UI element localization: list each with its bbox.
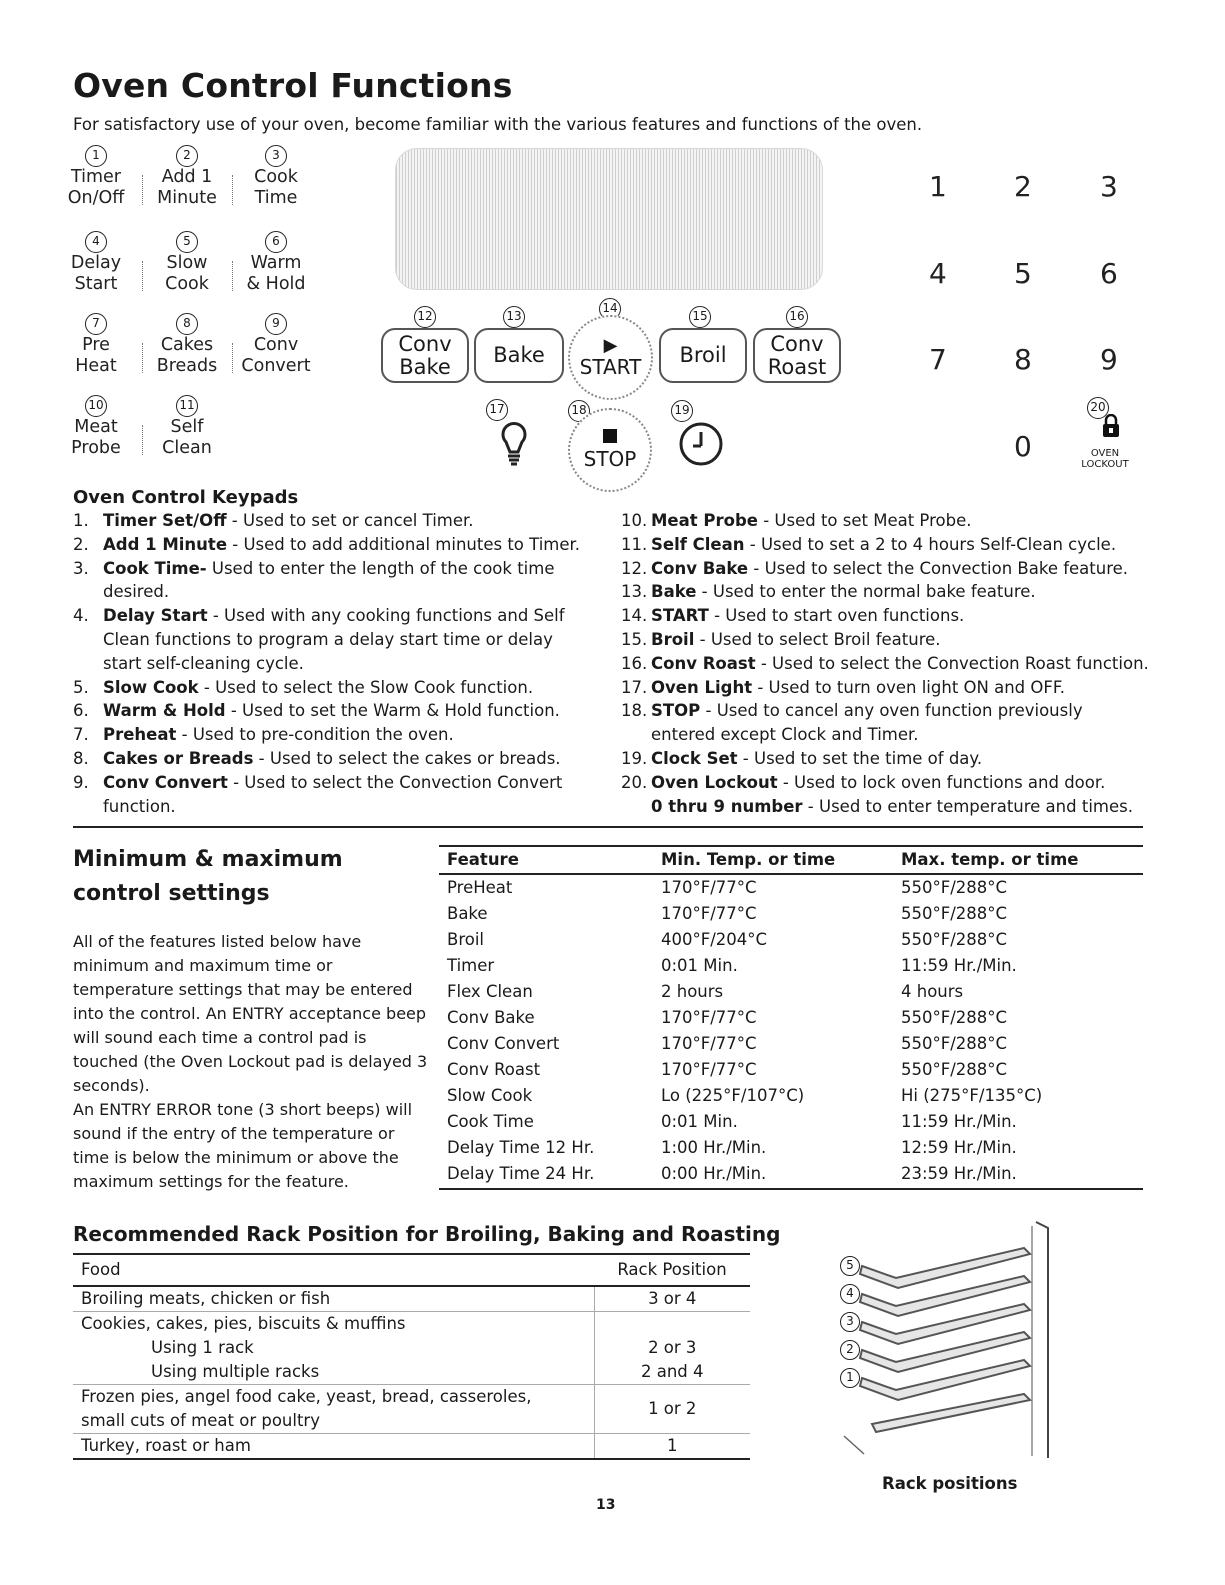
feature-description: - Used with any cooking functions and Self Clean functions to program a delay start time or delay start self-cleaning cycle. <box>103 606 570 673</box>
list-number: 8. <box>73 748 89 768</box>
key-number-badge: 8 <box>176 313 198 335</box>
button-label: STOP <box>583 447 637 471</box>
lock-icon <box>1101 414 1121 438</box>
table-cell: Broiling meats, chicken or fish <box>81 1289 331 1308</box>
button-label: Warm <box>250 253 302 273</box>
table-row <box>439 1056 1143 1082</box>
feature-name: Meat Probe <box>651 511 758 530</box>
feature-description: - Used to enter the normal bake feature. <box>696 582 1036 602</box>
table-row <box>439 900 1143 926</box>
button-label: Convert <box>241 356 311 376</box>
table-row <box>439 952 1143 978</box>
list-text <box>651 747 982 771</box>
list-text <box>103 533 580 557</box>
list-text <box>103 723 454 747</box>
list-item <box>621 676 1151 700</box>
button-label: START <box>579 354 642 379</box>
feature-name: Delay Start <box>103 606 208 626</box>
oven-display <box>395 148 823 290</box>
minmax-table <box>439 847 1143 1186</box>
table-cell <box>73 1385 594 1434</box>
feature-description: - Used to pre-condition the oven. <box>176 725 454 745</box>
clock-set-button[interactable] <box>677 420 725 468</box>
table-row <box>439 978 1143 1004</box>
page-number: 13 <box>596 1497 616 1513</box>
keypad-button[interactable] <box>231 335 321 377</box>
feature-description: - Used to select the Convection Convert function. <box>103 772 568 816</box>
key-number-badge: 11 <box>176 395 198 417</box>
button-label: Heat <box>75 356 117 376</box>
list-item <box>621 580 1151 604</box>
rack-position-label: 4 <box>840 1284 860 1304</box>
list-item <box>73 604 593 675</box>
list-number: 5. <box>73 677 89 697</box>
list-text <box>651 580 1036 604</box>
button-label: Pre <box>82 335 110 355</box>
clock-icon <box>677 420 725 468</box>
key-number-badge: 6 <box>265 231 287 253</box>
list-text <box>103 676 533 700</box>
list-text <box>103 699 560 723</box>
key-number-badge: 13 <box>503 306 525 328</box>
table-row <box>439 1108 1143 1134</box>
cell-line: small cuts of meat or poultry <box>81 1411 320 1430</box>
table-row <box>73 1360 750 1385</box>
list-number: 7. <box>73 725 89 745</box>
list-text <box>103 509 474 533</box>
list-number: 2. <box>73 534 89 554</box>
list-number: 12. <box>621 558 648 578</box>
table-cell: 170°F/77°C <box>661 1059 757 1079</box>
list-number: 1. <box>73 511 89 530</box>
list-text <box>651 509 971 533</box>
key-number-badge: 17 <box>486 399 508 421</box>
table-row <box>439 1030 1143 1056</box>
feature-description: - Used to start oven functions. <box>708 606 965 626</box>
list-text <box>651 604 964 628</box>
table-cell: 170°F/77°C <box>661 1033 757 1053</box>
button-label: Cakes <box>160 335 214 355</box>
bake-button[interactable]: Bake <box>474 328 564 383</box>
key-number-badge: 15 <box>689 306 711 328</box>
list-item <box>621 557 1151 581</box>
button-label: Delay <box>70 253 122 273</box>
table-cell: Broil <box>447 929 485 949</box>
key-number-badge: 7 <box>85 313 107 335</box>
table-row <box>73 1385 750 1434</box>
table-header: Max. temp. or time <box>901 850 1079 869</box>
keypad-button[interactable] <box>51 417 141 459</box>
feature-name: START <box>651 606 709 626</box>
feature-description: - Used to select the Slow Cook function. <box>198 677 534 697</box>
feature-description: - Used to add additional minutes to Timer. <box>227 534 581 554</box>
table-cell: Cook Time <box>447 1111 534 1131</box>
table-cell: 1:00 Hr./Min. <box>661 1137 767 1157</box>
table-cell: 1 <box>594 1434 750 1460</box>
table-row <box>439 1004 1143 1030</box>
feature-description: - Used to set the time of day. <box>737 748 983 768</box>
table-cell: 550°F/288°C <box>901 878 1008 897</box>
feature-name: Preheat <box>103 725 177 745</box>
table-cell: Conv Convert <box>447 1033 560 1053</box>
list-number: 11. <box>621 534 648 554</box>
list-number: 18. <box>621 701 648 721</box>
list-item <box>621 652 1151 676</box>
key-number-badge: 14 <box>599 298 621 320</box>
table-cell: 550°F/288°C <box>901 1059 1008 1079</box>
table-cell: 12:59 Hr./Min. <box>901 1137 1017 1157</box>
feature-name: Add 1 Minute <box>103 534 228 554</box>
feature-description: - Used to select the Convection Roast function. <box>755 653 1149 673</box>
keypad-button[interactable] <box>51 253 141 295</box>
rack-position-label: 3 <box>840 1312 860 1332</box>
table-cell: Turkey, roast or ham <box>81 1436 251 1455</box>
rack-position-label: 5 <box>840 1256 860 1276</box>
keypad-button[interactable] <box>51 335 141 377</box>
list-text <box>651 795 1133 819</box>
button-label: Conv <box>398 331 452 356</box>
table-cell: Hi (275°F/135°C) <box>901 1085 1043 1105</box>
feature-description: - Used to set Meat Probe. <box>757 511 972 530</box>
table-row <box>439 1134 1143 1160</box>
button-label: Breads <box>156 356 218 376</box>
lockout-label-line: OVEN <box>1090 448 1120 459</box>
feature-name: Slow Cook <box>103 677 199 697</box>
key-number-badge: 1 <box>85 145 107 167</box>
list-number: 17. <box>621 677 648 697</box>
table-cell: 550°F/288°C <box>901 903 1008 923</box>
table-row <box>73 1434 750 1460</box>
key-number-badge: 4 <box>85 231 107 253</box>
conv-bake-button[interactable] <box>381 328 469 383</box>
keypads-heading: Oven Control Keypads <box>73 487 299 508</box>
feature-description: - Used to enter temperature and times. <box>802 796 1133 816</box>
key-number-badge: 5 <box>176 231 198 253</box>
feature-name: Oven Light <box>651 677 753 697</box>
keypad-button[interactable] <box>51 167 141 209</box>
button-label: Minute <box>157 188 217 208</box>
keypad-button[interactable] <box>142 167 232 209</box>
table-cell: Slow Cook <box>447 1085 533 1105</box>
list-number: 10. <box>621 511 648 530</box>
table-cell: 170°F/77°C <box>661 878 757 897</box>
table-row <box>73 1312 750 1337</box>
button-label: Self <box>170 417 204 437</box>
list-item <box>73 509 593 533</box>
feature-name: Cook Time- <box>103 558 207 578</box>
rack-table <box>73 1253 750 1460</box>
keypad-button[interactable] <box>142 335 232 377</box>
list-item <box>73 747 593 771</box>
table-row <box>73 1336 750 1360</box>
table-cell: 2 or 3 <box>594 1336 750 1360</box>
broil-button[interactable]: Broil <box>659 328 747 383</box>
list-text <box>103 604 593 675</box>
list-number <box>621 795 651 819</box>
list-number: 3. <box>73 558 89 578</box>
list-number: 15. <box>621 629 648 649</box>
feature-name: Broil <box>651 629 695 649</box>
list-item <box>73 557 593 605</box>
oven-racks-illustration <box>836 1218 1058 1468</box>
feature-description: - Used to set the Warm & Hold function. <box>225 701 560 721</box>
list-item <box>73 533 593 557</box>
cell-line: Frozen pies, angel food cake, yeast, bread, casseroles, <box>81 1387 532 1406</box>
key-number-badge: 9 <box>265 313 287 335</box>
list-item <box>73 723 593 747</box>
keypad-button[interactable] <box>231 253 321 295</box>
list-text <box>651 771 1105 795</box>
table-bottom-rule <box>439 1188 1143 1190</box>
list-item <box>621 628 1151 652</box>
list-number: 13. <box>621 582 648 602</box>
list-item <box>621 604 1151 628</box>
feature-name: Oven Lockout <box>651 772 778 792</box>
button-label: On/Off <box>67 188 125 208</box>
page-title: Oven Control Functions <box>73 66 513 105</box>
feature-name: Timer Set/Off <box>103 511 227 530</box>
button-label: Clean <box>162 438 212 458</box>
table-header: Rack Position <box>617 1260 727 1279</box>
table-row <box>439 1160 1143 1186</box>
key-number-badge: 12 <box>414 306 436 328</box>
button-label: Start <box>74 274 118 294</box>
minmax-text: An ENTRY ERROR tone (3 short beeps) will sound if the entry of the temperature or time is below the minimum or above the maximum settings for the feature. <box>73 1100 413 1191</box>
feature-name: Conv Roast <box>651 653 756 673</box>
keypad-button[interactable] <box>231 167 321 209</box>
button-label: Timer <box>70 167 122 187</box>
button-label: Meat <box>74 417 118 437</box>
button-label: & Hold <box>246 274 306 294</box>
table-header-row <box>73 1254 750 1286</box>
digit-key-4[interactable]: 4 <box>929 257 947 290</box>
list-number: 16. <box>621 653 648 673</box>
stop-button[interactable] <box>568 408 652 492</box>
key-number-badge: 16 <box>786 306 808 328</box>
list-text <box>651 533 1116 557</box>
list-text <box>651 699 1151 747</box>
list-number: 9. <box>73 772 89 792</box>
feature-description: - Used to select Broil feature. <box>694 629 941 649</box>
minmax-table-wrap <box>439 845 1143 1190</box>
table-cell: 400°F/204°C <box>661 929 768 949</box>
table-cell: 4 hours <box>901 981 964 1001</box>
list-item <box>621 795 1151 819</box>
section-divider <box>73 826 1143 828</box>
button-label: Cook <box>165 274 209 294</box>
button-label: Cook <box>254 167 298 187</box>
table-cell: 2 and 4 <box>594 1360 750 1385</box>
list-text <box>651 676 1065 700</box>
list-item <box>621 747 1151 771</box>
button-label: Conv <box>770 331 824 356</box>
feature-description: - Used to select the cakes or breads. <box>253 748 561 768</box>
feature-description: - Used to cancel any oven function previously entered except Clock and Timer. <box>651 701 1088 745</box>
digit-key-5[interactable]: 5 <box>1014 257 1032 290</box>
list-number: 4. <box>73 606 89 626</box>
list-item <box>73 699 593 723</box>
table-cell: 3 or 4 <box>594 1286 750 1312</box>
list-text <box>651 652 1149 676</box>
key-number-badge: 18 <box>568 400 590 422</box>
keypads-list-left <box>73 509 593 818</box>
oven-lockout-label <box>1064 448 1146 470</box>
table-cell: 0:01 Min. <box>661 1111 738 1131</box>
keypad-button[interactable] <box>142 253 232 295</box>
feature-name: 0 thru 9 number <box>651 796 803 816</box>
minmax-text: All of the features listed below have minimum and maximum time or temperature settings that may be entered into the control. An ENTRY acceptance beep will sound each time a control pad is touched (the Oven Lockout pad is delayed 3 seconds). <box>73 932 428 1095</box>
table-cell: 170°F/77°C <box>661 1007 757 1027</box>
table-cell: 2 hours <box>661 981 724 1001</box>
list-number: 20. <box>621 772 648 792</box>
table-cell: 170°F/77°C <box>661 903 757 923</box>
key-number-badge: 19 <box>671 400 693 422</box>
button-label: Roast <box>767 354 827 379</box>
list-text <box>103 557 593 605</box>
feature-name: Warm & Hold <box>103 701 226 721</box>
rack-figure-caption: Rack positions <box>882 1474 1018 1493</box>
key-number-badge: 2 <box>176 145 198 167</box>
feature-description: Used to enter the length of the cook time desired. <box>103 558 560 602</box>
feature-description: - Used to set a 2 to 4 hours Self-Clean cycle. <box>744 534 1117 554</box>
feature-name: STOP <box>651 701 701 721</box>
feature-description: - Used to lock oven functions and door. <box>777 772 1106 792</box>
feature-description: - Used to set or cancel Timer. <box>226 511 474 530</box>
list-text <box>651 628 941 652</box>
table-row <box>439 926 1143 952</box>
table-cell: PreHeat <box>447 878 513 897</box>
rack-position-label: 1 <box>840 1368 860 1388</box>
table-cell: Cookies, cakes, pies, biscuits & muffins <box>81 1314 406 1333</box>
table-cell: 23:59 Hr./Min. <box>901 1163 1017 1183</box>
key-number-badge: 20 <box>1087 397 1109 419</box>
button-label: Add 1 <box>161 167 213 187</box>
rack-heading: Recommended Rack Position for Broiling, Baking and Roasting <box>73 1222 781 1246</box>
table-cell: Lo (225°F/107°C) <box>661 1085 805 1105</box>
feature-name: Bake <box>651 582 697 602</box>
list-item <box>621 533 1151 557</box>
list-item <box>73 771 593 819</box>
feature-name: Conv Convert <box>103 772 228 792</box>
table-cell: Flex Clean <box>447 981 533 1001</box>
rack-position-label: 2 <box>840 1340 860 1360</box>
rack-table-wrap <box>73 1253 750 1460</box>
digit-key-6[interactable]: 6 <box>1100 257 1118 290</box>
digit-key-9[interactable]: 9 <box>1100 343 1118 376</box>
light-bulb-icon <box>496 420 532 468</box>
keypad-button[interactable] <box>142 417 232 459</box>
digit-key-3[interactable]: 3 <box>1100 170 1118 203</box>
button-label: Bake <box>399 354 451 379</box>
list-number: 19. <box>621 748 648 768</box>
digit-key-1[interactable]: 1 <box>929 170 947 203</box>
digit-key-8[interactable]: 8 <box>1014 343 1032 376</box>
feature-name: Clock Set <box>651 748 738 768</box>
start-button[interactable] <box>568 315 653 400</box>
list-number: 6. <box>73 701 89 721</box>
list-text <box>651 557 1128 581</box>
table-cell: 550°F/288°C <box>901 1033 1008 1053</box>
table-cell: Timer <box>447 955 495 975</box>
table-row <box>73 1286 750 1312</box>
table-cell: Conv Bake <box>447 1007 535 1027</box>
list-item <box>621 771 1151 795</box>
table-header: Min. Temp. or time <box>661 850 836 869</box>
table-cell: 550°F/288°C <box>901 1007 1008 1027</box>
list-item <box>73 676 593 700</box>
button-label: Probe <box>71 438 121 458</box>
digit-key-0[interactable]: 0 <box>1014 430 1032 463</box>
lockout-label-line: LOCKOUT <box>1081 459 1129 470</box>
feature-description: - Used to select the Convection Bake feature. <box>748 558 1129 578</box>
table-cell: Delay Time 24 Hr. <box>447 1163 595 1183</box>
button-label: Conv <box>253 335 299 355</box>
stop-square-icon <box>603 429 617 443</box>
list-text <box>103 771 593 819</box>
intro-text: For satisfactory use of your oven, become familiar with the various features and functions of the oven. <box>73 115 923 134</box>
feature-name: Conv Bake <box>651 558 749 578</box>
list-item <box>621 509 1151 533</box>
table-header-row <box>439 847 1143 874</box>
button-label: Time <box>254 188 298 208</box>
table-cell: 550°F/288°C <box>901 929 1008 949</box>
table-row <box>439 1082 1143 1108</box>
table-cell: 1 or 2 <box>594 1385 750 1434</box>
feature-name: Cakes or Breads <box>103 748 254 768</box>
oven-light-button[interactable] <box>496 420 532 468</box>
table-cell: Using 1 rack <box>151 1338 254 1357</box>
button-label: Slow <box>166 253 208 273</box>
table-cell: 11:59 Hr./Min. <box>901 1111 1017 1131</box>
rack-positions-figure <box>836 1218 1058 1468</box>
key-number-badge: 10 <box>85 395 107 417</box>
key-number-badge: 3 <box>265 145 287 167</box>
list-item <box>621 699 1151 747</box>
minmax-paragraph <box>73 930 433 1194</box>
table-cell: 11:59 Hr./Min. <box>901 955 1017 975</box>
table-cell: Delay Time 12 Hr. <box>447 1137 595 1157</box>
table-header: Food <box>81 1260 121 1279</box>
minmax-heading: Minimum & maximum control settings <box>73 847 343 906</box>
table-cell: Bake <box>447 903 488 923</box>
conv-roast-button[interactable] <box>753 328 841 383</box>
list-number: 14. <box>621 606 648 626</box>
feature-name: Self Clean <box>651 534 745 554</box>
table-cell <box>594 1312 750 1337</box>
list-text <box>103 747 561 771</box>
table-cell: Using multiple racks <box>151 1362 320 1381</box>
digit-key-7[interactable]: 7 <box>929 343 947 376</box>
play-icon: ▶ <box>603 334 618 356</box>
digit-key-2[interactable]: 2 <box>1014 170 1032 203</box>
oven-lockout-button[interactable] <box>1101 414 1121 442</box>
table-cell: 0:01 Min. <box>661 955 738 975</box>
keypads-list-right <box>621 509 1151 818</box>
table-cell: Conv Roast <box>447 1059 541 1079</box>
table-row <box>439 874 1143 900</box>
table-cell: 0:00 Hr./Min. <box>661 1163 767 1183</box>
feature-description: - Used to turn oven light ON and OFF. <box>752 677 1065 697</box>
table-header: Feature <box>447 850 519 869</box>
